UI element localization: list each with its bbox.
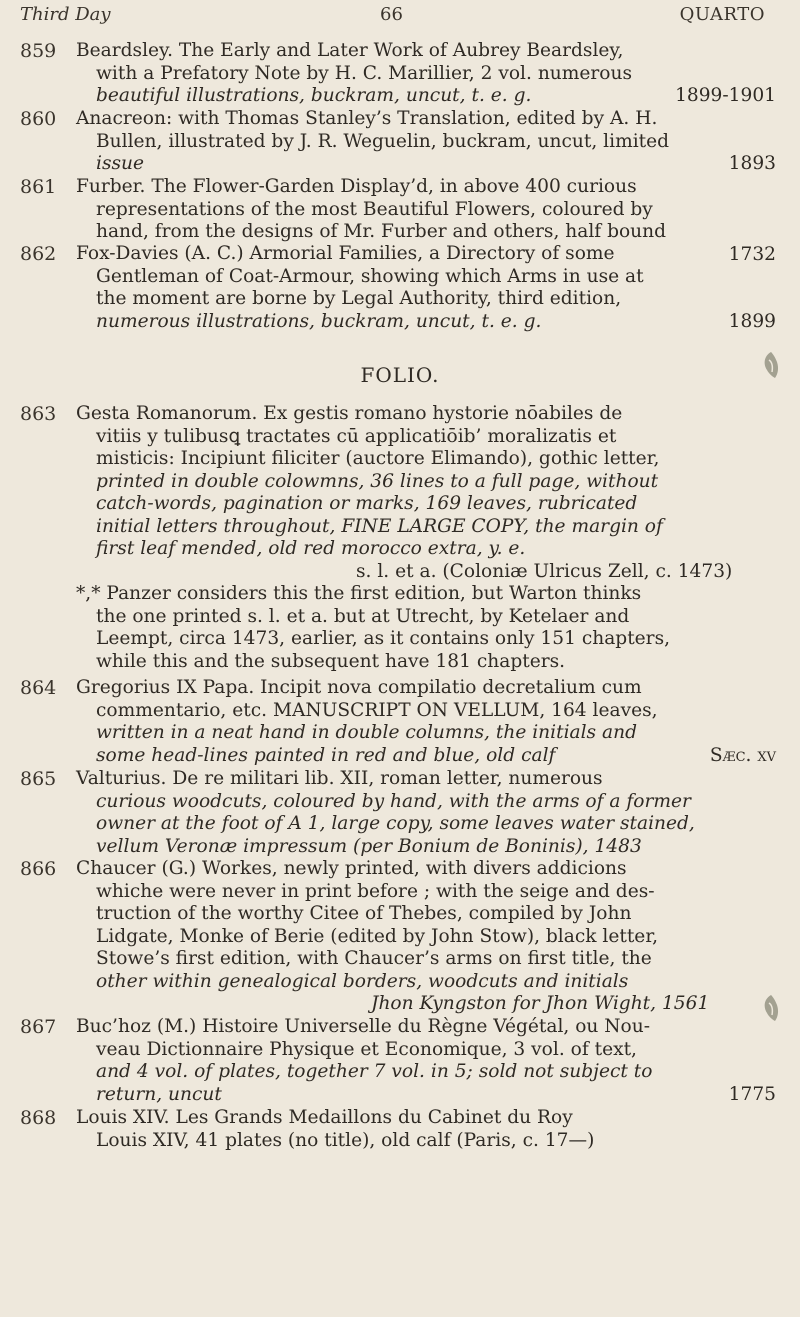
lot-number: 859	[20, 40, 57, 62]
lot-description	[76, 403, 776, 673]
lot-date: 1899	[728, 310, 776, 332]
running-head-left: Third Day	[20, 4, 111, 25]
description-line: Chaucer (G.) Workes, newly printed, with divers addicions	[76, 858, 627, 879]
lot-date: Sæc. xv	[709, 744, 776, 766]
description-line	[76, 85, 776, 108]
description-text: numerous illustrations, buckram, uncut, t. e. g.	[96, 310, 542, 332]
section-heading-folio: FOLIO.	[360, 363, 440, 387]
description-line: hand, from the designs of Mr. Furber and others, half bound	[96, 221, 667, 242]
lot-number: 867	[20, 1016, 57, 1038]
lot-description	[76, 1107, 776, 1152]
description-line: Lidgate, Monke of Berie (edited by John Stow), black letter,	[96, 925, 659, 947]
description-line: Louis XIV. Les Grands Medaillons du Cabinet du Roy	[76, 1107, 573, 1128]
library-stamp-icon	[760, 350, 782, 380]
description-line: vitiis y tulibusꝗ tractates cū applicatiōib’ moralizatis et	[96, 425, 617, 447]
lot-description	[76, 1016, 776, 1106]
description-line: vellum Veronæ impressum (per Bonium de Boninis), 1483	[96, 835, 642, 857]
description-line: Fox-Davies (A. C.) Armorial Families, a Directory of some	[76, 243, 615, 264]
description-line: owner at the foot of A 1, large copy, some leaves water stained,	[96, 813, 695, 834]
description-line: other within genealogical borders, woodcuts and initials	[96, 970, 629, 992]
lot-number: 866	[20, 858, 57, 880]
description-line: Furber. The Flower-Garden Display’d, in above 400 curious	[76, 176, 637, 197]
description-text: some head-lines painted in red and blue, old calf	[96, 744, 556, 766]
description-line: truction of the worthy Citee of Thebes, compiled by John	[96, 903, 632, 924]
description-line	[76, 745, 776, 768]
description-line: veau Dictionnaire Physique et Economique, 3 vol. of text,	[96, 1038, 637, 1060]
description-line: Beardsley. The Early and Later Work of Aubrey Beardsley,	[76, 40, 624, 61]
description-line	[76, 1084, 776, 1107]
description-line: written in a neat hand in double columns, the initials and	[96, 722, 637, 743]
description-line: with a Prefatory Note by H. C. Marillier, 2 vol. numerous	[96, 62, 633, 84]
note-line: while this and the subsequent have 181 chapters.	[96, 650, 566, 672]
lot-description	[76, 243, 776, 333]
description-line: Anacreon: with Thomas Stanley’s Translation, edited by A. H.	[76, 108, 658, 129]
description-line: commentario, etc. MANUSCRIPT ON VELLUM, 164 leaves,	[96, 699, 658, 721]
description-line: representations of the most Beautiful Flowers, coloured by	[96, 198, 653, 220]
description-line: initial letters throughout, FINE LARGE COPY, the margin of	[96, 515, 663, 537]
note-line: the one printed s. l. et a. but at Utrecht, by Ketelaer and	[96, 605, 630, 627]
lot-number: 860	[20, 108, 57, 130]
description-line: Bullen, illustrated by J. R. Weguelin, buckram, uncut, limited	[96, 130, 670, 152]
lot-number: 864	[20, 677, 57, 699]
lot-description	[76, 768, 776, 858]
page-header	[20, 4, 765, 34]
library-stamp-icon	[760, 993, 782, 1023]
description-line: the moment are borne by Legal Authority, third edition,	[96, 288, 622, 309]
description-line: Louis XIV, 41 plates (no title), old calf (Paris, c. 17—)	[96, 1129, 595, 1151]
description-line: Valturius. De re militari lib. XII, roman letter, numerous	[76, 768, 603, 789]
description-line	[76, 153, 776, 176]
lot-number: 861	[20, 176, 57, 198]
lot-description	[76, 40, 776, 108]
description-line: and 4 vol. of plates, together 7 vol. in 5; sold not subject to	[96, 1061, 653, 1082]
description-line: printed in double colowmns, 36 lines to a full page, without	[96, 470, 659, 492]
lot-number: 863	[20, 403, 57, 425]
lot-date: 1732	[728, 243, 776, 265]
description-line: Gentleman of Coat-Armour, showing which Arms in use at	[96, 265, 644, 287]
lot-date: 1899-1901	[675, 85, 776, 106]
description-line: curious woodcuts, coloured by hand, with the arms of a former	[96, 790, 691, 812]
description-line	[76, 311, 776, 334]
description-line: Buc’hoz (M.) Histoire Universelle du Règne Végétal, ou Nou-	[76, 1016, 651, 1037]
lot-date: 1775	[728, 1083, 776, 1105]
lot-description	[76, 108, 776, 176]
lot-description	[76, 858, 776, 1016]
description-line: whiche were never in print before ; with the seige and des-	[96, 880, 655, 902]
imprint-line: s. l. et a. (Coloniæ Ulricus Zell, c. 1473)	[356, 560, 733, 582]
description-text: issue	[96, 153, 145, 174]
description-line: Gesta Romanorum. Ex gestis romano hystorie nōabiles de	[76, 403, 623, 424]
description-line: first leaf mended, old red morocco extra, y. e.	[96, 538, 526, 559]
running-head-right: QUARTO	[679, 4, 765, 25]
note-line: *,* Panzer considers this the first edition, but Warton thinks	[76, 583, 642, 604]
description-text: return, uncut	[96, 1083, 222, 1105]
description-line: Stowe’s first edition, with Chaucer’s arms on first title, the	[96, 948, 652, 969]
lot-number: 865	[20, 768, 57, 790]
lot-date: 1893	[728, 153, 776, 174]
lot-number: 868	[20, 1107, 57, 1129]
imprint-line: Jhon Kyngston for Jhon Wight, 1561	[371, 993, 710, 1014]
lot-description	[76, 677, 776, 767]
description-line: catch-words, pagination or marks, 169 leaves, rubricated	[96, 493, 638, 514]
description-line: Gregorius IX Papa. Incipit nova compilatio decretalium cum	[76, 677, 642, 698]
lot-number: 862	[20, 243, 57, 265]
description-line: misticis: Incipiunt filiciter (auctore Elimando), gothic letter,	[96, 448, 660, 469]
page-number: 66	[380, 4, 403, 25]
description-text: beautiful illustrations, buckram, uncut, t. e. g.	[96, 85, 532, 106]
note-line: Leempt, circa 1473, earlier, as it contains only 151 chapters,	[96, 628, 671, 649]
